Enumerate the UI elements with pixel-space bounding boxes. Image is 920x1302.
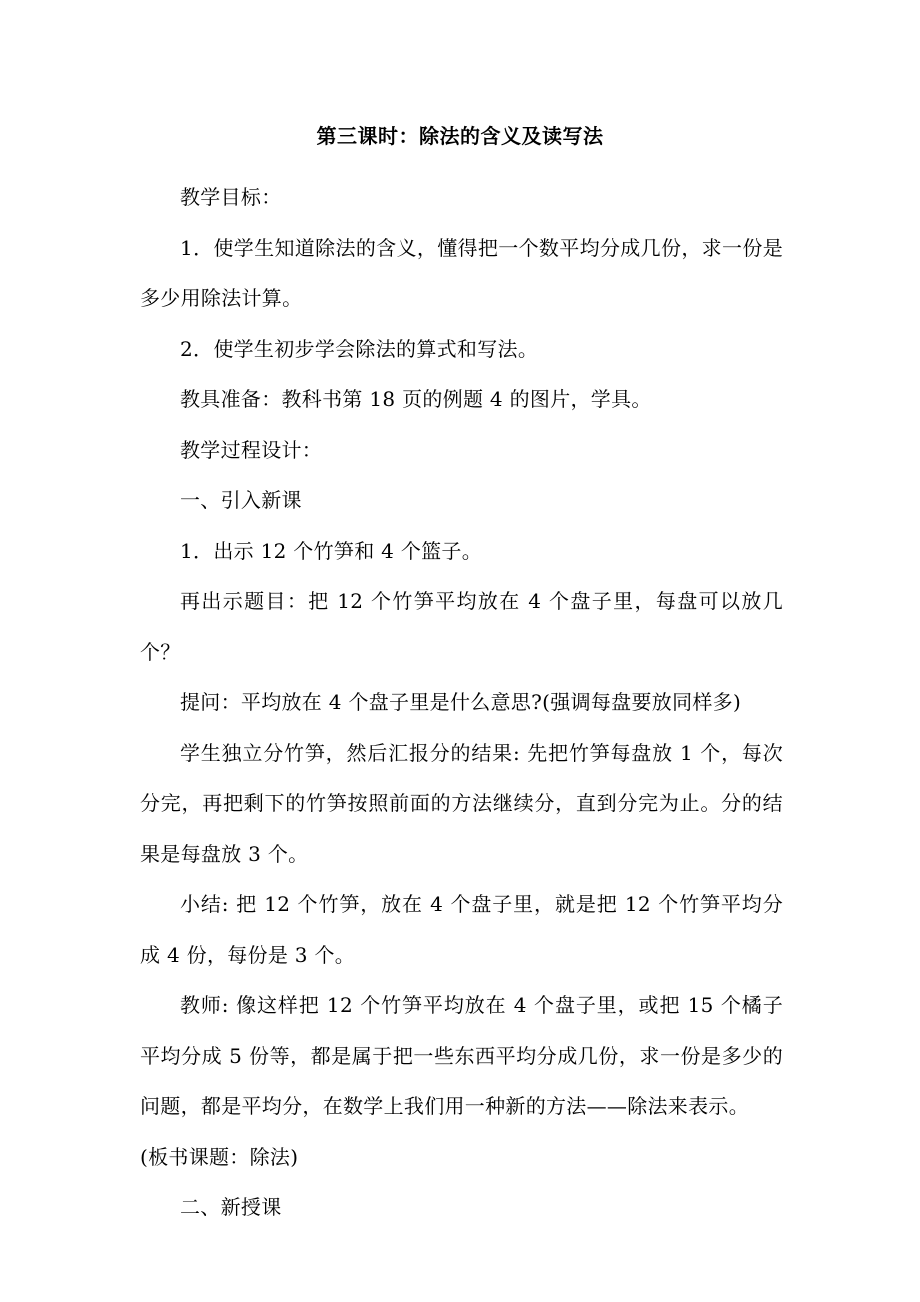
objective-item: 1．使学生知道除法的含义，懂得把一个数平均分成几份，求一份是多少用除法计算。 [140, 235, 783, 310]
section-heading: 二、新授课 [180, 1195, 282, 1219]
objectives-heading: 教学目标： [180, 185, 282, 209]
process-heading: 教学过程设计： [180, 437, 323, 462]
materials-paragraph: 教具准备：教科书第 18 页的例题 4 的图片，学具。 [180, 387, 652, 411]
step-paragraph: 1．出示 12 个竹笋和 4 个篮子。 [180, 538, 483, 563]
student-activity-paragraph: 学生独立分竹笋，然后汇报分的结果: 先把竹笋每盘放 1 个，每次分完，再把剩下的竹笋按照前面的方法继续分，直到分完为止。分的结果是每盘放 3 个。 [140, 740, 783, 866]
question-prompt-paragraph: 再出示题目：把 12 个竹笋平均放在 4 个盘子里，每盘可以放几个？ [140, 589, 783, 664]
teacher-remark-paragraph: 教师: 像这样把 12 个竹笋平均放在 4 个盘子里，或把 15 个橘子平均分成 5 份等，都是属于把一些东西平均分成几份，求一份是多少的问题，都是平均分，在数学上我们用一种新的方法——除法来表示。 [140, 993, 783, 1118]
objective-item: 2．使学生初步学会除法的算式和写法。 [180, 336, 539, 361]
document-body [140, 172, 783, 1233]
page-title: 第三课时：除法的含义及读写法 [316, 124, 604, 148]
board-note-paragraph: (板书课题：除法) [140, 1144, 299, 1169]
section-heading: 一、引入新课 [180, 488, 302, 512]
question-ask-paragraph: 提问：平均放在 4 个盘子里是什么意思?(强调每盘要放同样多) [180, 690, 742, 714]
summary-paragraph: 小结: 把 12 个竹笋，放在 4 个盘子里，就是把 12 个竹笋平均分成 4 份，每份是 3 个。 [140, 892, 783, 967]
